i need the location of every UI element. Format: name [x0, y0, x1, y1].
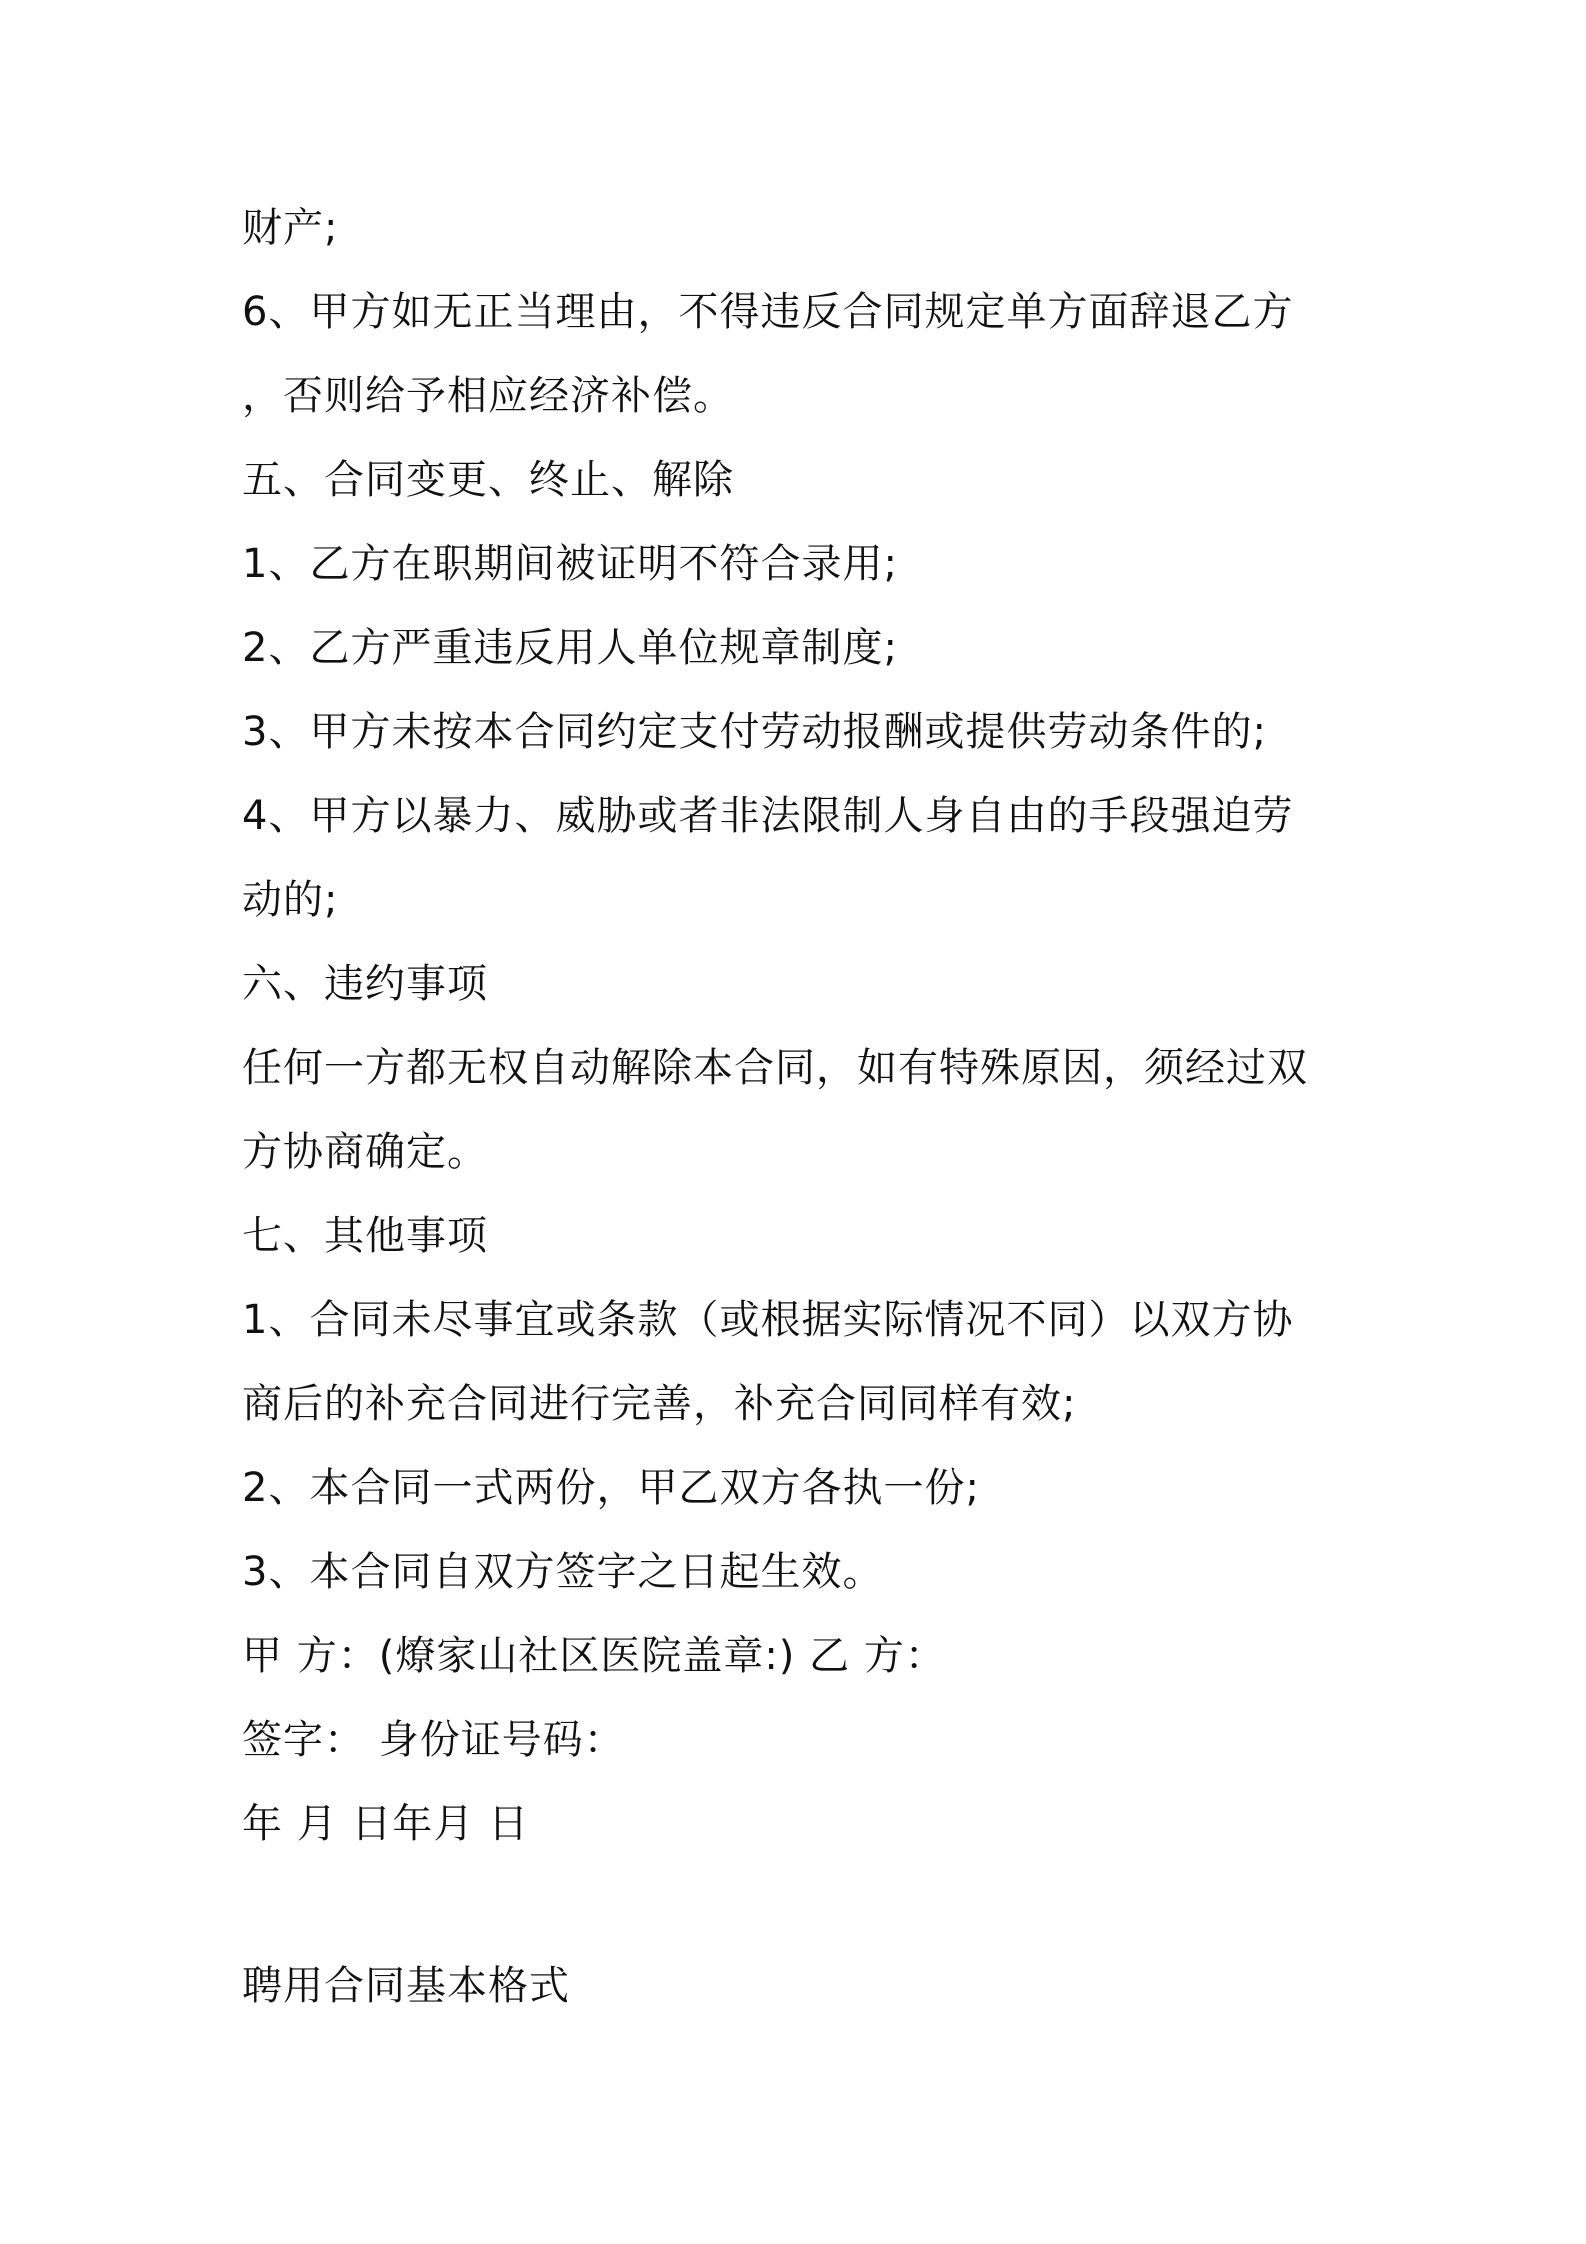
text-line-12: 方协商确定。 [242, 1129, 488, 1175]
text-line-16: 2、本合同一式两份，甲乙双方各执一份; [242, 1465, 980, 1511]
section-heading-5: 五、合同变更、终止、解除 [242, 457, 734, 503]
text-line-11: 任何一方都无权自动解除本合同，如有特殊原因，须经过双 [242, 1045, 1308, 1091]
text-line-2: 6、甲方如无正当理由，不得违反合同规定单方面辞退乙方 [242, 289, 1294, 335]
text-line-9: 动的; [242, 877, 339, 923]
text-line-17: 3、本合同自双方签字之日起生效。 [242, 1549, 884, 1595]
text-line-15: 商后的补充合同进行完善，补充合同同样有效; [242, 1381, 1077, 1427]
text-line-3: ，否则给予相应经济补偿。 [242, 373, 734, 419]
text-line-7: 3、甲方未按本合同约定支付劳动报酬或提供劳动条件的; [242, 709, 1267, 755]
text-line-14: 1、合同未尽事宜或条款（或根据实际情况不同）以双方协 [242, 1297, 1294, 1343]
section-heading-6: 六、违约事项 [242, 961, 488, 1007]
text-line-6: 2、乙方严重违反用人单位规章制度; [242, 625, 898, 671]
section-heading-7: 七、其他事项 [242, 1213, 488, 1259]
text-line-5: 1、乙方在职期间被证明不符合录用; [242, 541, 898, 587]
next-document-title: 聘用合同基本格式 [242, 1963, 570, 2009]
text-line-1: 财产; [242, 205, 339, 251]
text-line-8: 4、甲方以暴力、威胁或者非法限制人身自由的手段强迫劳 [242, 793, 1294, 839]
party-line: 甲 方：(燎家山社区医院盖章:) 乙 方： [242, 1633, 946, 1679]
date-line: 年 月 日年月 日 [242, 1801, 530, 1847]
signature-line: 签字： 身份证号码： [242, 1717, 625, 1763]
